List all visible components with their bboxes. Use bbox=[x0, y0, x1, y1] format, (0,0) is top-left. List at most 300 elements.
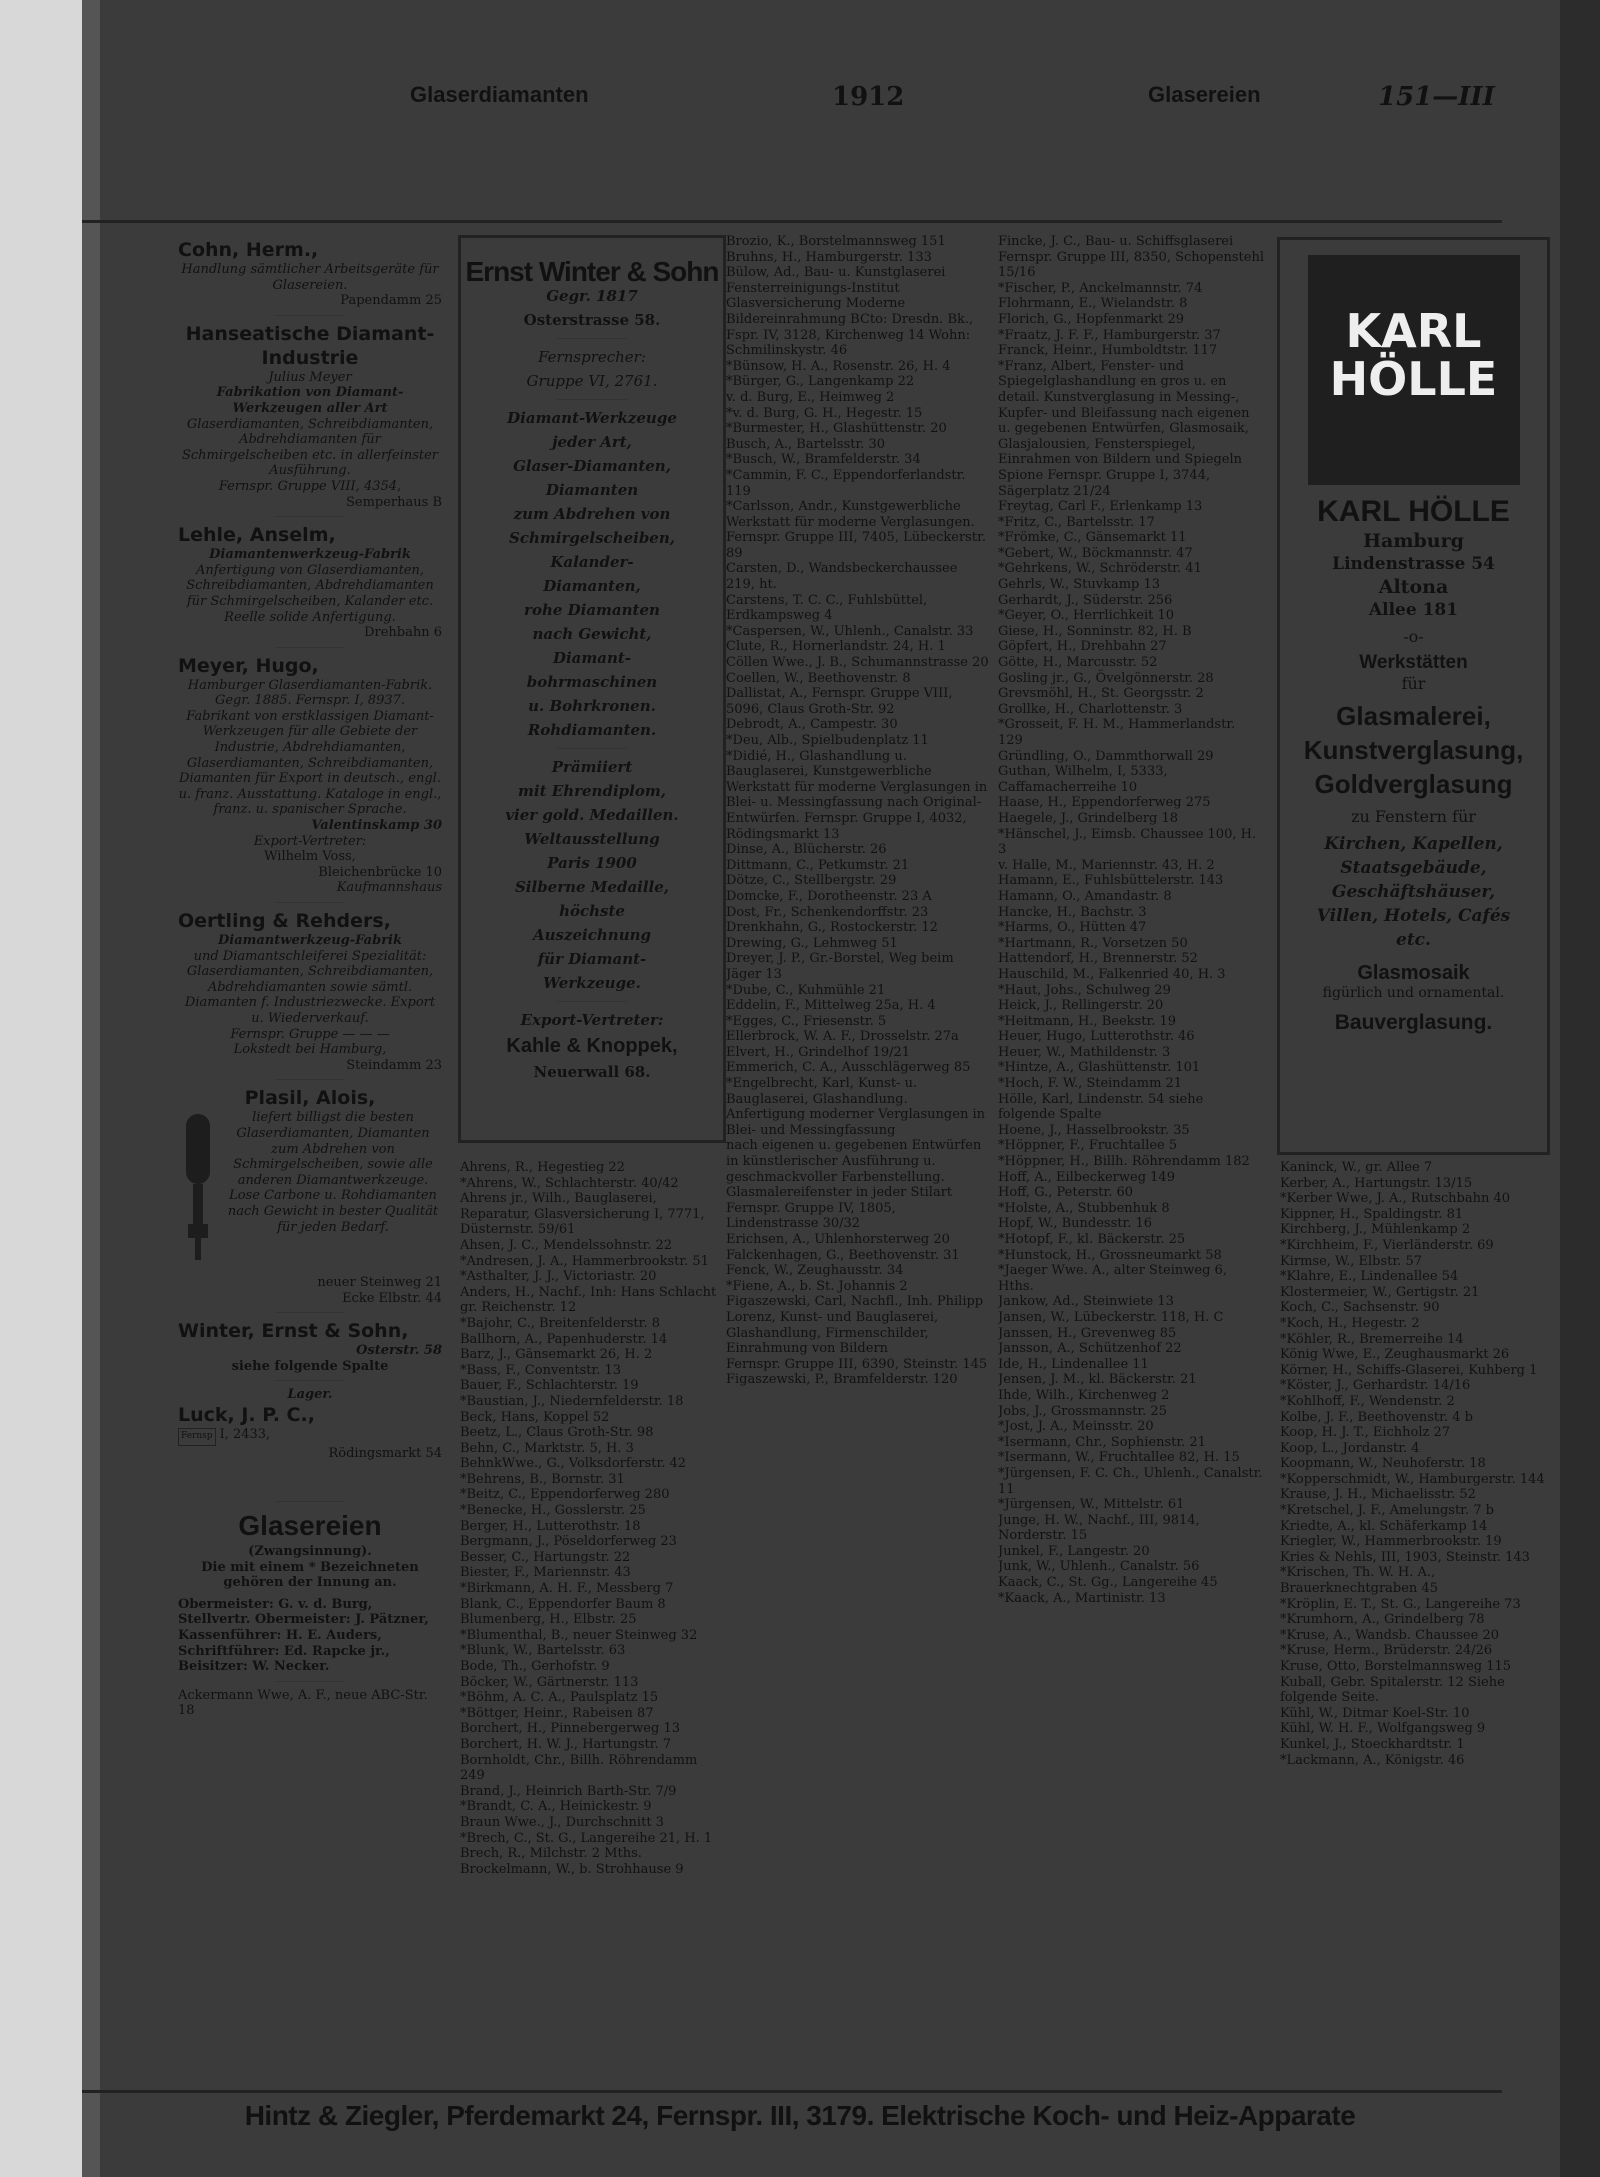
list-item: Beck, Hans, Koppel 52 bbox=[460, 1409, 610, 1425]
list-item: *Kruse, Herm., Brüderstr. 24/26 bbox=[1280, 1643, 1493, 1659]
list-item: *Kaack, A., Martinistr. 13 bbox=[998, 1590, 1166, 1606]
list-item: *Fischer, P., Anckelmannstr. 74 bbox=[998, 280, 1203, 296]
list-item: Kriegler, W., Hammerbrookstr. 19 bbox=[1280, 1534, 1502, 1550]
left-page-edge bbox=[0, 0, 100, 2177]
list-item: Heuer, Hugo, Lutterothstr. 46 bbox=[998, 1029, 1195, 1045]
phone-icon: Fernsp bbox=[178, 1428, 216, 1446]
list-item: Beetz, L., Claus Groth-Str. 98 bbox=[460, 1425, 654, 1441]
entry-agent-note: Kaufmannshaus bbox=[336, 880, 442, 896]
list-item: Haegele, J., Grindelberg 18 bbox=[998, 810, 1179, 826]
list-item: *Benecke, H., Gosslerstr. 25 bbox=[460, 1503, 646, 1519]
footer-rule bbox=[82, 2090, 1502, 2093]
ad-agent-addr: Neuerwall 68. bbox=[533, 1063, 651, 1081]
list-item: Emmerich, C. A., Ausschlägerweg 85 bbox=[726, 1060, 971, 1076]
list-item: *Cammin, F. C., Eppendorferlandstr. 119 bbox=[726, 467, 966, 499]
list-item: Junk, W., Uhlenh., Canalstr. 56 bbox=[998, 1559, 1200, 1575]
list-item: Junkel, F., Langestr. 20 bbox=[998, 1543, 1150, 1559]
list-item: Anders, H., Nachf., Inh: Hans Schlacht gr. Reichenstr. 12 bbox=[460, 1284, 717, 1316]
list-item: Ihde, Wilh., Kirchenweg 2 bbox=[998, 1387, 1170, 1403]
list-item: Kolbe, J. F., Beethovenstr. 4 b bbox=[1280, 1409, 1473, 1425]
list-item: Brech, R., Milchstr. 2 Mths. bbox=[460, 1846, 642, 1862]
ad-line: u. Bohrkronen. bbox=[528, 697, 656, 715]
list-item: Fernspr. Gruppe IV, 1805, Lindenstrasse 30/32 bbox=[726, 1200, 896, 1232]
ad-kind: Geschäftshäuser, bbox=[1331, 882, 1496, 902]
ad-big-line: Glasmalerei, bbox=[1336, 701, 1491, 731]
ad-product-lines bbox=[461, 406, 723, 742]
ad-line: Prämiiert bbox=[551, 758, 633, 776]
list-item: Jobs, J., Grossmannstr. 25 bbox=[998, 1403, 1167, 1419]
innung-line: Stellvertr. Obermeister: J. Pätzner, bbox=[178, 1612, 429, 1628]
ad-line: Diamanten bbox=[545, 481, 639, 499]
list-item: *Deu, Alb., Spielbudenplatz 11 bbox=[726, 733, 929, 748]
ad-line: Silberne Medaille, bbox=[514, 878, 670, 896]
ad-line: Kalander- bbox=[550, 553, 634, 571]
list-item: Debrodt, A., Campestr. 30 bbox=[726, 717, 898, 733]
entry-addr: Rödingsmarkt 54 bbox=[328, 1445, 442, 1461]
entry-name: Luck, J. P. C., bbox=[178, 1403, 315, 1426]
list-item: Erichsen, A., Uhlenhorsterweg 20 bbox=[726, 1232, 950, 1247]
entry-phone bbox=[178, 1427, 442, 1446]
entry-name: Meyer, Hugo, bbox=[178, 654, 319, 677]
list-item: Kühl, W., Ditmar Koel-Str. 10 bbox=[1280, 1705, 1470, 1721]
list-item: *Beitz, C., Eppendorferweg 280 bbox=[460, 1487, 670, 1503]
list-item: Gerhardt, J., Süderstr. 256 bbox=[998, 592, 1173, 608]
section-lager: Lager. bbox=[287, 1387, 333, 1403]
innung-line: Obermeister: G. v. d. Burg, bbox=[178, 1596, 373, 1612]
ad-title: Ernst Winter & Sohn bbox=[465, 256, 719, 287]
entry-addr: Drehbahn 6 bbox=[364, 625, 442, 641]
list-item: *Birkmann, A. H. F., Messberg 7 bbox=[460, 1581, 674, 1597]
list-item: Kippner, H., Spaldingstr. 81 bbox=[1280, 1206, 1464, 1222]
separator bbox=[275, 1079, 345, 1080]
ad-line: Diamant- bbox=[552, 649, 632, 667]
ad-line: Glaser-Diamanten, bbox=[513, 457, 671, 475]
list-item: Klostermeier, W., Gertigstr. 21 bbox=[1280, 1284, 1480, 1300]
list-item: Besser, C., Hartungstr. 22 bbox=[460, 1549, 631, 1565]
entry-desc: Glaserdiamanten, Schreibdiamanten, Abdrehdiamanten für Schmirgelscheiben etc. in allerfeinster Ausführung. bbox=[181, 416, 439, 479]
list-item: Hauschild, M., Falkenried 40, H. 3 bbox=[998, 966, 1226, 982]
separator bbox=[275, 647, 345, 648]
list-item: *Egges, C., Friesenstr. 5 bbox=[726, 1013, 887, 1029]
ornament: -o- bbox=[1403, 627, 1424, 646]
list-item: Jansen, W., Lübeckerstr. 118, H. C bbox=[998, 1309, 1224, 1325]
list-item: *Kohlhoff, F., Wendenstr. 2 bbox=[1280, 1393, 1455, 1409]
ad-kind: etc. bbox=[1396, 930, 1431, 950]
list-item: *Blunk, W., Bartelsstr. 63 bbox=[460, 1643, 626, 1659]
ad-addr2: Allee 181 bbox=[1368, 600, 1459, 620]
list-item: *Krumhorn, A., Grindelberg 78 bbox=[1280, 1612, 1485, 1628]
list-item: Hölle, Karl, Lindenstr. 54 siehe folgende Spalte bbox=[998, 1091, 1204, 1123]
list-item: *Geyer, O., Herrlichkeit 10 bbox=[998, 608, 1175, 624]
entry-desc: liefert billigst die besten Glaserdiamanten, Diamanten zum Abdrehen von Schmirgelscheiben, sowie alle anderen Diamantwerkzeuge. Lose Carbone u. Rohdiamanten nach Gewicht in bester Qualität für jeden Bedarf. bbox=[227, 1110, 439, 1235]
list-item: Brockelmann, W., b. Strohhause 9 bbox=[460, 1861, 684, 1877]
list-item: Coellen, W., Beethovenstr. 8 bbox=[726, 670, 911, 686]
list-item: *Baustian, J., Niedernfelderstr. 18 bbox=[460, 1393, 684, 1409]
list-item: Ballhorn, A., Papenhuderstr. 14 bbox=[460, 1331, 668, 1347]
innung-line: Kassenführer: H. E. Auders, bbox=[178, 1628, 382, 1644]
list-item: Körner, H., Schiffs-Glaserei, Kuhberg 1 bbox=[1280, 1362, 1538, 1378]
entry-phone: Fernspr. Gruppe — — — bbox=[230, 1026, 390, 1042]
list-item: Kruse, Otto, Borstelmannsweg 115 bbox=[1280, 1659, 1512, 1674]
list-item: *v. d. Burg, G. H., Hegestr. 15 bbox=[726, 405, 923, 421]
ad-line: Weltausstellung bbox=[524, 830, 660, 848]
list-item: *Kerber Wwe, J. A., Rutschbahn 40 bbox=[1280, 1191, 1511, 1207]
separator bbox=[275, 902, 345, 903]
ad-line: Diamant-Werkzeuge bbox=[507, 409, 677, 427]
separator bbox=[557, 748, 627, 749]
list-item: *Kröplin, E. T., St. G., Langereihe 73 bbox=[1280, 1596, 1521, 1612]
list-item: Ahrens, R., Hegestieg 22 bbox=[460, 1160, 625, 1175]
list-item: Domcke, F., Dorotheenstr. 23 A bbox=[726, 888, 932, 904]
list-item: Berger, H., Lutterothstr. 18 bbox=[460, 1518, 641, 1534]
list-item: Fernspr. Gruppe III, 6390, Steinstr. 145 bbox=[726, 1356, 988, 1372]
entry-addr: Osterstr. 58 bbox=[356, 1343, 442, 1359]
list-item: Gründling, O., Dammthorwall 29 bbox=[998, 748, 1214, 764]
list-item: Haase, H., Eppendorferweg 275 bbox=[998, 795, 1211, 811]
ad-line: Rohdiamanten. bbox=[527, 721, 657, 739]
ad-city: Hamburg bbox=[1363, 530, 1464, 552]
entry-addr: Lokstedt bei Hamburg, bbox=[233, 1042, 387, 1058]
list-item: Kühl, W. H. F., Wolfgangsweg 9 bbox=[1280, 1721, 1486, 1737]
list-item: Koopmann, W., Neuhoferstr. 18 bbox=[1280, 1456, 1486, 1472]
ad-kind: Staatsgebäude, bbox=[1340, 858, 1487, 878]
list-item: Carsten, D., Wandsbeckerchaussee 219, ht. bbox=[726, 561, 958, 593]
list-item: Borchert, H., Pinnebergerweg 13 bbox=[460, 1721, 680, 1737]
list-item: Janssen, H., Grevenweg 85 bbox=[998, 1325, 1177, 1341]
list-item: *Carlsson, Andr., Kunstgewerbliche Werkstatt für moderne Verglasungen. Fernspr. Gruppe III, 7405, Lübeckerstr. 89 bbox=[726, 499, 986, 561]
list-item: Kerber, A., Hartungstr. 13/15 bbox=[1280, 1175, 1473, 1191]
entry-prod: Diamantwerkzeug-Fabrik bbox=[217, 933, 402, 948]
entry-name: Cohn, Herm., bbox=[178, 239, 319, 261]
list-item: *Franz, Albert, Fenster- und Spiegelglashandlung en gros u. en detail. Kunstverglasung in Messing-, Kupfer- und Bleifassung nach eigenen u. gegebenen Entwürfen, Glasmosaik, Glasjalousien, Fensterspiegel, Einrahmen von Bildern und Spiegeln Spione Fernspr. Gruppe I, 3744, Sägerplatz 21/24 bbox=[998, 358, 1250, 499]
list-item: *Krischen, Th. W. H. A., Brauerknechtgraben 45 bbox=[1280, 1565, 1438, 1597]
page-header bbox=[0, 82, 1600, 122]
list-item: *Böttger, Heinr., Rabeisen 87 bbox=[460, 1705, 654, 1721]
list-item: *Caspersen, W., Uhlenh., Canalstr. 33 bbox=[726, 623, 974, 639]
ad-mosaik: Glasmosaik bbox=[1357, 962, 1470, 984]
list-item: Dallistat, A., Fernspr. Gruppe VIII, 5096, Claus Groth-Str. 92 bbox=[726, 686, 953, 717]
ad-big-line: Goldverglasung bbox=[1314, 769, 1513, 799]
list-item: *Bürger, G., Langenkamp 22 bbox=[726, 374, 915, 390]
list-item: Gehrls, W., Stuvkamp 13 bbox=[998, 577, 1161, 593]
list-item: Figaszewski, Carl, Nachfl., Inh. Philipp Lorenz, Kunst- und Bauglaserei, Glashandlung, Firmenschilder, Einrahmung von Bildern bbox=[726, 1294, 984, 1357]
column-5 bbox=[1280, 1160, 1546, 2085]
entry-addr: Semperhaus B bbox=[345, 494, 442, 510]
list-item: *Busch, W., Bramfelderstr. 34 bbox=[726, 452, 921, 468]
list-item: *Brech, C., St. G., Langereihe 21, H. 1 bbox=[460, 1830, 713, 1846]
separator bbox=[275, 1501, 345, 1502]
list-item: *Böhm, A. C. A., Paulsplatz 15 bbox=[460, 1690, 659, 1706]
section-note: Die mit einem * Bezeichneten gehören der Innung an. bbox=[201, 1559, 419, 1591]
ad-kind: Kirchen, Kapellen, bbox=[1324, 834, 1503, 854]
header-year: 1912 bbox=[832, 82, 905, 112]
section-sub: (Zwangsinnung). bbox=[248, 1544, 372, 1560]
list-item: Falckenhagen, G., Beethovenstr. 31 bbox=[726, 1247, 960, 1263]
ad-bau: Bauverglasung. bbox=[1334, 1011, 1493, 1034]
list-item: BehnkWwe., G., Volksdorferstr. 42 bbox=[460, 1456, 687, 1472]
list-item: Grevsmöhl, H., St. Georgsstr. 2 bbox=[998, 686, 1204, 702]
list-item: *Kretschel, J. F., Amelungstr. 7 b bbox=[1280, 1503, 1494, 1519]
ad-hoelle bbox=[1277, 237, 1550, 1155]
entry-prod: Diamantenwerkzeug-Fabrik bbox=[209, 547, 411, 563]
list-item: *Höppner, F., Fruchtallee 5 bbox=[998, 1138, 1178, 1154]
list-item: Fenck, W., Zeughausstr. 34 bbox=[726, 1263, 904, 1279]
list-item: Glasmalereifenster in jeder Stilart bbox=[726, 1185, 953, 1201]
list-item: Kirchberg, J., Mühlenkamp 2 bbox=[1280, 1222, 1471, 1238]
ad-werk: Werkstätten bbox=[1359, 652, 1468, 673]
list-item: *Andresen, J. A., Hammerbrookstr. 51 bbox=[460, 1253, 709, 1269]
ad-line: nach Gewicht, bbox=[532, 625, 652, 643]
ad-line: bohrmaschinen bbox=[526, 673, 658, 691]
column-4 bbox=[998, 234, 1264, 2086]
list-item: König Wwe, E., Zeughausmarkt 26 bbox=[1280, 1347, 1510, 1363]
list-item: Grollke, H., Charlottenstr. 3 bbox=[998, 701, 1183, 717]
list-item: v. Halle, M., Mariennstr. 43, H. 2 bbox=[998, 857, 1215, 873]
list-item: Clute, R., Hornerlandstr. 24, H. 1 bbox=[726, 639, 946, 655]
separator bbox=[557, 399, 627, 400]
list-item: Bauer, F., Schlachterstr. 19 bbox=[460, 1378, 639, 1394]
innung-line: Beisitzer: W. Necker. bbox=[178, 1659, 330, 1675]
list-item: *Hartmann, R., Vorsetzen 50 bbox=[998, 935, 1188, 951]
list-item: v. d. Burg, E., Heimweg 2 bbox=[726, 389, 895, 405]
entry-export: Export-Vertreter: bbox=[253, 833, 367, 849]
list-item: Jankow, Ad., Steinwiete 13 bbox=[998, 1294, 1174, 1310]
ad-line: Werkzeuge. bbox=[543, 974, 641, 992]
list-item: *Köhler, R., Bremerreihe 14 bbox=[1280, 1331, 1464, 1347]
entry-name: Oertling & Rehders, bbox=[178, 910, 391, 932]
list-item: Dittmann, C., Petkumstr. 21 bbox=[726, 857, 910, 873]
list-item: Göpfert, H., Drehbahn 27 bbox=[998, 639, 1167, 655]
entry-name: Lehle, Anselm, bbox=[178, 524, 336, 547]
list-item: Blumenberg, H., Elbstr. 25 bbox=[460, 1612, 637, 1628]
entry-gegr: Gegr. 1885. Fernspr. I, 8937. bbox=[214, 693, 406, 709]
list-item: *Jürgensen, W., Mittelstr. 61 bbox=[998, 1497, 1185, 1513]
list-item: Drewing, G., Lehmweg 51 bbox=[726, 935, 898, 951]
list-item: *Bass, F., Conventstr. 13 bbox=[460, 1362, 622, 1378]
entry-sub: Hamburger Glaserdiamanten-Fabrik. bbox=[187, 677, 433, 693]
ad-line: vier gold. Medaillen. bbox=[505, 806, 679, 824]
list-item: *Blumenthal, B., neuer Steinweg 32 bbox=[460, 1627, 698, 1643]
list-item: Kries & Nehls, III, 1903, Steinstr. 143 bbox=[1280, 1549, 1530, 1565]
entry-desc: Anfertigung von Glaserdiamanten, Schreibdiamanten, Abdrehdiamanten für Schmirgelscheiben, Kalander etc. Reelle solide Anfertigung. bbox=[186, 562, 434, 625]
list-item: Franck, Heinr., Humboldtstr. 117 bbox=[998, 343, 1218, 359]
list-item: *Holste, A., Stubbenhuk 8 bbox=[998, 1200, 1170, 1216]
list-item: Giese, H., Sonninstr. 82, H. B bbox=[998, 623, 1192, 639]
list-item: *Dube, C., Kuhmühle 21 bbox=[726, 982, 886, 998]
separator bbox=[275, 1380, 345, 1381]
header-rule bbox=[82, 220, 1502, 223]
list-item: *Köster, J., Gerhardstr. 14/16 bbox=[1280, 1378, 1471, 1394]
list-item: Hoene, J., Hasselbrookstr. 35 bbox=[998, 1122, 1190, 1138]
ad-kind: Villen, Hotels, Cafés bbox=[1316, 906, 1511, 926]
ad-winter bbox=[458, 235, 726, 1143]
list-item: *Frömke, C., Gänsemarkt 11 bbox=[998, 530, 1187, 546]
entry-desc: Fabrikant von erstklassigen Diamant-Werkzeugen für alle Gebiete der Industrie, Abdrehdiamanten, Glaserdiamanten, Schreibdiamanten, Diamanten für Export in deutsch., engl. u. franz. Ausstattung. Kataloge in engl., franz. u. spanischer Sprache. bbox=[178, 708, 442, 818]
entry-addr: Papendamm 25 bbox=[340, 293, 442, 309]
list-item: *Bünsow, H. A., Rosenstr. 26, H. 4 bbox=[726, 358, 951, 374]
list-item: Hamann, E., Fuhlsbüttelerstr. 143 bbox=[998, 873, 1224, 889]
separator bbox=[275, 315, 345, 316]
list-item: Bornholdt, Chr., Billh. Röhrendamm 249 bbox=[460, 1752, 698, 1784]
separator bbox=[557, 338, 627, 339]
entry-prod: Fabrikation von Diamant-Werkzeugen aller Art bbox=[216, 385, 404, 416]
list-item: Barz, J., Gänsemarkt 26, H. 2 bbox=[460, 1347, 653, 1363]
list-item: *Isermann, W., Fruchtallee 82, H. 15 bbox=[998, 1450, 1240, 1466]
list-item: Krause, J. H., Michaelisstr. 52 bbox=[1280, 1487, 1476, 1503]
list-item: *Hintze, A., Glashüttenstr. 101 bbox=[998, 1060, 1201, 1076]
ad-export: Export-Vertreter: bbox=[520, 1011, 664, 1029]
list-item: *Brandt, C. A., Heinickestr. 9 bbox=[460, 1799, 652, 1815]
entry-addr: neuer Steinweg 21 bbox=[317, 1274, 442, 1290]
entry-name: Winter, Ernst & Sohn, bbox=[178, 1320, 409, 1343]
hoelle-logo bbox=[1308, 255, 1520, 485]
list-item: Hopf, W., Bundesstr. 16 bbox=[998, 1216, 1153, 1232]
list-item: Freytag, Carl F., Erlenkamp 13 bbox=[998, 499, 1203, 515]
entry-desc: Handlung sämtlicher Arbeitsgeräte für Glasereien. bbox=[181, 262, 439, 293]
list-item: Carstens, T. C. C., Fuhlsbüttel, Erdkampsweg 4 bbox=[726, 592, 928, 624]
list-item: Ackermann Wwe, A. F., neue ABC-Str. 18 bbox=[178, 1687, 428, 1719]
list-item: Koop, L., Jordanstr. 4 bbox=[1280, 1440, 1420, 1456]
ad-line: rohe Diamanten bbox=[524, 601, 660, 619]
diamond-tool-icon bbox=[178, 1110, 218, 1275]
list-item: *Behrens, B., Bornstr. 31 bbox=[460, 1471, 625, 1487]
list-item: Dötze, C., Stellbergstr. 29 bbox=[726, 873, 897, 889]
header-left: Glaserdiamanten bbox=[410, 82, 589, 107]
list-item: *Hänschel, J., Eimsb. Chaussee 100, H. 3 bbox=[998, 826, 1257, 858]
list-item: Heick, J., Rellingerstr. 20 bbox=[998, 998, 1164, 1014]
list-item: Götte, H., Marcusstr. 52 bbox=[998, 655, 1158, 671]
list-item: Dreyer, J. P., Gr.-Borstel, Weg beim Jäger 13 bbox=[726, 951, 954, 982]
entry-addr: Valentinskamp 30 bbox=[311, 818, 442, 834]
list-item: Hamann, O., Amandastr. 8 bbox=[998, 888, 1172, 904]
list-item: *Engelbrecht, Karl, Kunst- u. Bauglaserei, Glashandlung. bbox=[726, 1076, 918, 1107]
ad-line: Diamanten, bbox=[543, 577, 641, 595]
list-item: Hoff, A., Eilbeckerweg 149 bbox=[998, 1169, 1175, 1185]
list-item: Bruhns, H., Hamburgerstr. 133 bbox=[726, 249, 932, 265]
list-item: *Hunstock, H., Grossneumarkt 58 bbox=[998, 1247, 1222, 1263]
list-item: Drenkhahn, G., Rostockerstr. 12 bbox=[726, 920, 938, 936]
list-item: Junge, H. W., Nachf., III, 9814, Norderstr. 15 bbox=[998, 1512, 1200, 1544]
list-item: Behn, C., Marktstr. 5, H. 3 bbox=[460, 1440, 634, 1456]
list-item: Fincke, J. C., Bau- u. Schiffsglaserei Fernspr. Gruppe III, 8350, Schopenstehl 15/16 bbox=[998, 234, 1264, 281]
ad-gegr: Gegr. 1817 bbox=[546, 287, 638, 305]
entry-desc: und Diamantschleiferei Spezialität: Glaserdiamanten, Schreibdiamanten, Abdrehdiamanten sowie sämtl. Diamanten f. Industriezwecke. Export u. Wiederverkauf. bbox=[184, 948, 436, 1026]
list-item: Ide, H., Lindenallee 11 bbox=[998, 1356, 1149, 1372]
separator bbox=[557, 1001, 627, 1002]
list-item: *Hoch, F. W., Steindamm 21 bbox=[998, 1076, 1183, 1092]
list-item: *Haut, Johs., Schulweg 29 bbox=[998, 982, 1171, 998]
ad-title: KARL HÖLLE bbox=[1317, 495, 1510, 528]
list-item: *Bajohr, C., Breitenfelderstr. 8 bbox=[460, 1315, 660, 1331]
list-item: *Hotopf, F., kl. Bäckerstr. 25 bbox=[998, 1232, 1186, 1247]
list-item: *Fritz, C., Bartelsstr. 17 bbox=[998, 514, 1155, 530]
right-scan-border bbox=[1560, 0, 1600, 2177]
list-item: Kriedte, A., kl. Schäferkamp 14 bbox=[1280, 1518, 1488, 1534]
list-item: Cöllen Wwe., J. B., Schumannstrasse 20 bbox=[726, 655, 989, 671]
list-item: *Burmester, H., Glashüttenstr. 20 bbox=[726, 421, 947, 437]
list-item: *Fiene, A., b. St. Johannis 2 bbox=[726, 1278, 908, 1294]
list-item: Borchert, H. W. J., Hartungstr. 7 bbox=[460, 1736, 672, 1752]
list-item: Kunkel, J., Stoeckhardtstr. 1 bbox=[1280, 1736, 1465, 1752]
ad-line: Paris 1900 bbox=[547, 854, 637, 872]
separator bbox=[275, 1681, 345, 1682]
list-item: Ahsen, J. C., Mendelssohnstr. 22 bbox=[460, 1237, 673, 1253]
innung-line: Schriftführer: Ed. Rapcke jr., bbox=[178, 1643, 390, 1659]
list-item: *Gehrkens, W., Schröderstr. 41 bbox=[998, 561, 1202, 577]
separator bbox=[275, 516, 345, 517]
entry-phone: Fernspr. Gruppe VIII, 4354, bbox=[218, 478, 402, 494]
entry-agent: Wilhelm Voss, bbox=[264, 849, 356, 865]
list-item: Biester, F., Mariennstr. 43 bbox=[460, 1565, 631, 1581]
list-item: *Didié, H., Glashandlung u. Bauglaserei, Kunstgewerbliche Werkstatt für moderne Verglasungen in Blei- u. Messingfassung nach Original-Entwürfen. Fernspr. Gruppe I, 4032, Rödingsmarkt 13 bbox=[726, 748, 988, 842]
page-number: 151—III bbox=[1378, 82, 1495, 112]
list-item: *Koch, H., Hegestr. 2 bbox=[1280, 1315, 1420, 1331]
list-item: Bülow, Ad., Bau- u. Kunstglaserei Fensterreinigungs-Institut Glasversicherung Moderne Bildereinrahmung BCto: Dresdn. Bk., Fspr. IV, 3128, Kirchenweg 14 Wohn: Schmilinskystr. 46 bbox=[726, 265, 974, 359]
list-item: Hancke, H., Bachstr. 3 bbox=[998, 904, 1147, 920]
list-item: Brand, J., Heinrich Barth-Str. 7/9 bbox=[460, 1783, 677, 1799]
ad-line: mit Ehrendiplom, bbox=[518, 782, 666, 800]
list-item: Kaack, C., St. Gg., Langereihe 45 bbox=[998, 1575, 1218, 1591]
list-item: Jensen, J. M., kl. Bäckerstr. 21 bbox=[998, 1372, 1197, 1388]
list-item: *Asthalter, J. J., Victoriastr. 20 bbox=[460, 1269, 657, 1285]
entry-name: Plasil, Alois, bbox=[244, 1087, 376, 1110]
list-item: Figaszewski, P., Bramfelderstr. 120 bbox=[726, 1372, 958, 1388]
ad-fenster: zu Fenstern für bbox=[1351, 807, 1476, 826]
ad-line: jeder Art, bbox=[552, 433, 632, 451]
entry-addr2: Ecke Elbstr. 44 bbox=[342, 1290, 442, 1306]
ad-addr: Osterstrasse 58. bbox=[523, 311, 661, 329]
list-item: *Heitmann, H., Beekstr. 19 bbox=[998, 1013, 1177, 1029]
list-item: Koop, H. J. T., Eichholz 27 bbox=[1280, 1425, 1451, 1441]
list-item: Ahrens jr., Wilh., Bauglaserei, Reparatur, Glasversicherung I, 7771, Düsternstr. 59/61 bbox=[460, 1191, 705, 1238]
list-item: Busch, A., Bartelsstr. 30 bbox=[726, 436, 886, 452]
ad-line: Schmirgelscheiben, bbox=[509, 529, 675, 547]
list-item: Kaninck, W., gr. Allee 7 bbox=[1280, 1160, 1433, 1175]
list-item: Dost, Fr., Schenkendorffstr. 23 bbox=[726, 904, 929, 920]
entry-addr2: Steindamm 23 bbox=[346, 1057, 442, 1073]
ad-line: Auszeichnung bbox=[533, 926, 651, 944]
entry-note: siehe folgende Spalte bbox=[231, 1358, 389, 1374]
list-item: Bode, Th., Gerhofstr. 9 bbox=[460, 1659, 610, 1674]
list-item: *Jost, J. A., Meinsstr. 20 bbox=[998, 1419, 1154, 1435]
ad-phone: Gruppe VI, 2761. bbox=[526, 372, 658, 390]
list-item: *Kopperschmidt, W., Hamburgerstr. 144 bbox=[1280, 1471, 1545, 1487]
column-3 bbox=[726, 234, 990, 2086]
list-item: *Grosseit, F. H. M., Hammerlandstr. 129 bbox=[998, 717, 1236, 748]
list-item: Elvert, H., Grindelhof 19/21 bbox=[726, 1044, 911, 1060]
list-item: Ellerbrock, W. A. F., Drosselstr. 27a bbox=[726, 1029, 959, 1045]
list-item: *Gebert, W., Böckmannstr. 47 bbox=[998, 545, 1193, 561]
logo-text: KARL HÖLLE bbox=[1329, 304, 1498, 406]
list-item: *Lackmann, A., Königstr. 46 bbox=[1280, 1752, 1465, 1768]
list-item: Kuball, Gebr. Spitalerstr. 12 Siehe folgende Seite. bbox=[1280, 1674, 1505, 1706]
section-title: Glasereien bbox=[238, 1510, 382, 1542]
list-item: Braun Wwe., J., Durchschnitt 3 bbox=[460, 1814, 664, 1830]
list-item: *Klahre, E., Lindenallee 54 bbox=[1280, 1269, 1459, 1285]
ad-mosaik-sub: figürlich und ornamental. bbox=[1322, 985, 1505, 1001]
list-item: *Kruse, A., Wandsb. Chaussee 20 bbox=[1280, 1627, 1499, 1643]
list-item: Gosling jr., G., Övelgönnerstr. 28 bbox=[998, 670, 1214, 686]
list-item: Florich, G., Hopfenmarkt 29 bbox=[998, 311, 1185, 327]
entry-phone-number: I, 2433, bbox=[219, 1426, 271, 1442]
column-2 bbox=[460, 1160, 718, 2085]
list-item: *Jürgensen, F. C. Ch., Uhlenh., Canalstr. 11 bbox=[998, 1465, 1263, 1497]
list-item: Jansson, A., Schützenhof 22 bbox=[998, 1341, 1182, 1357]
list-item: nach eigenen u. gegebenen Entwürfen in künstlerischer Ausführung u. geschmackvoller Farbenstellung. bbox=[726, 1138, 982, 1185]
header-right: Glasereien bbox=[1148, 82, 1261, 107]
list-item: Heuer, W., Mathildenstr. 3 bbox=[998, 1044, 1171, 1060]
list-item: Brozio, K., Borstelmannsweg 151 bbox=[726, 234, 946, 249]
